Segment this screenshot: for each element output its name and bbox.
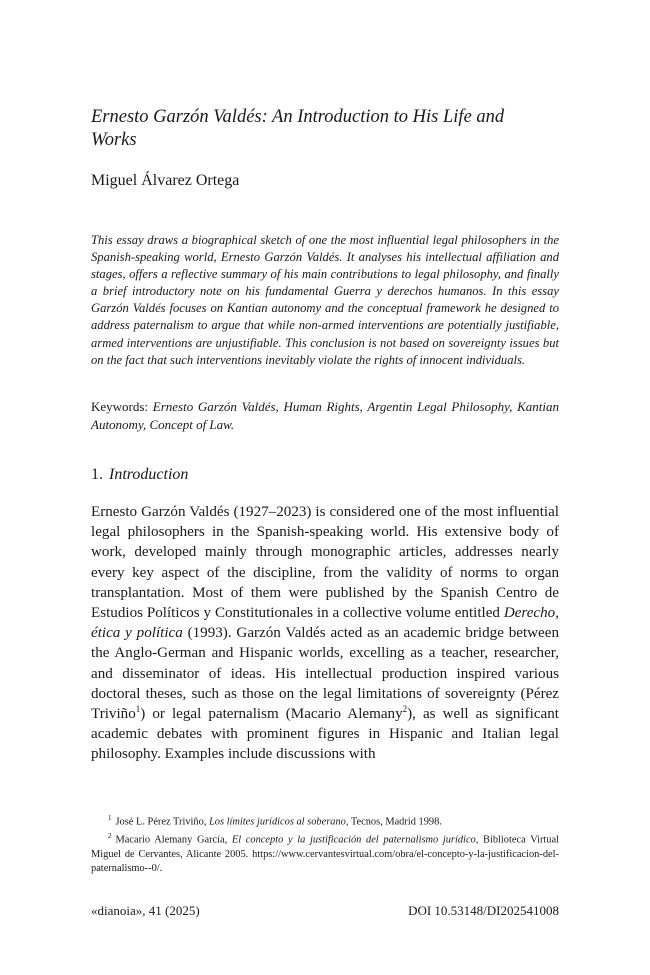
journal-citation: «dianoia», 41 (2025) <box>91 903 200 918</box>
footnote-text: , Tecnos, Madrid 1998. <box>345 816 442 828</box>
footnote-text: José L. Pérez Triviño, <box>115 816 210 828</box>
keywords-list: Ernesto Garzón Valdés, Human Rights, Argentin Legal Philosophy, Kantian Autonomy, Concept of Law. <box>91 399 560 432</box>
footnote-number: 2 <box>108 832 112 841</box>
body-segment-1: Ernesto Garzón Valdés (1927–2023) is considered one of the most influential legal philosophers in the Spanish-speaking world. His extensive body of work, developed mainly through monographic articles, addresses nearly every key aspect of the discipline, from the validity of norms to organ transplantation. Most of them were published by the Spanish Centro de Estudios Políticos y Constitutionales in a collective volume entitled <box>91 504 559 622</box>
body-segment-4: ), as well as significant academic debates with prominent figures in Hispanic and Italian legal philosophy. Examples include discussions with <box>91 706 559 763</box>
section-title: Introduction <box>109 466 189 483</box>
book-title: Derecho, ética y política <box>91 605 559 642</box>
article-title: Ernesto Garzón Valdés: An Introduction to His Life and Works <box>91 107 505 150</box>
keywords-label: Keywords: <box>91 399 149 414</box>
footnotes <box>91 811 559 876</box>
doi: DOI 10.53148/DI202541008 <box>408 903 559 918</box>
footnote-ref-1[interactable]: 1 <box>135 704 141 714</box>
footnote-2 <box>91 829 559 875</box>
section-heading <box>91 466 188 484</box>
body-segment-2: (1993). Garzón Valdés acted as an academic bridge between the Anglo-German and Hispanic worlds, excelling as a teacher, researcher, and disseminator of ideas. His intellectual production inspired various doctoral theses, such as those on the legal limitations of sovereignty (Pérez Triviño <box>91 625 559 723</box>
footnote-title: El concepto y la justificación del paternalismo jurídico <box>231 834 476 846</box>
footnote-ref-2[interactable]: 2 <box>402 704 408 714</box>
footnote-number: 1 <box>108 814 112 822</box>
keywords <box>91 398 559 434</box>
section-number: 1. <box>91 466 103 483</box>
body-segment-3: ) or legal paternalism (Macario Alemany <box>140 706 403 723</box>
abstract: This essay draws a biographical sketch of one the most influential legal philosophers in the Spanish-speaking world, Ernesto Garzón Valdés. It analyses his intellectual affiliation and stages, offers a reflective summary of his main contributions to legal philosophy, and finally a brief introductory note on his fundamental Guerra y derechos humanos. In this essay Garzón Valdés focuses on Kantian autonomy and the conceptual framework he designed to address paternalism to argue that while non-armed interventions are potentially justifiable, armed interventions are unjustifiable. This conclusion is not based on sovereignty issues but on the fact that such interventions inevitably violate the rights of innocent individuals. <box>91 233 559 367</box>
footnote-title: Los límites jurídicos al soberano <box>209 816 346 828</box>
article-author: Miguel Álvarez Ortega <box>91 172 240 189</box>
footnote-text: , Biblioteca Virtual Miguel de Cervantes, Alicante 2005. https://www.cervantesvirtual.com/obra/el-concepto-y-la-justificacion-del-paternalismo--0/. <box>91 834 560 874</box>
footnote-1 <box>91 811 559 829</box>
body-paragraph <box>91 502 559 765</box>
footnote-text: Macario Alemany García, <box>115 834 232 846</box>
